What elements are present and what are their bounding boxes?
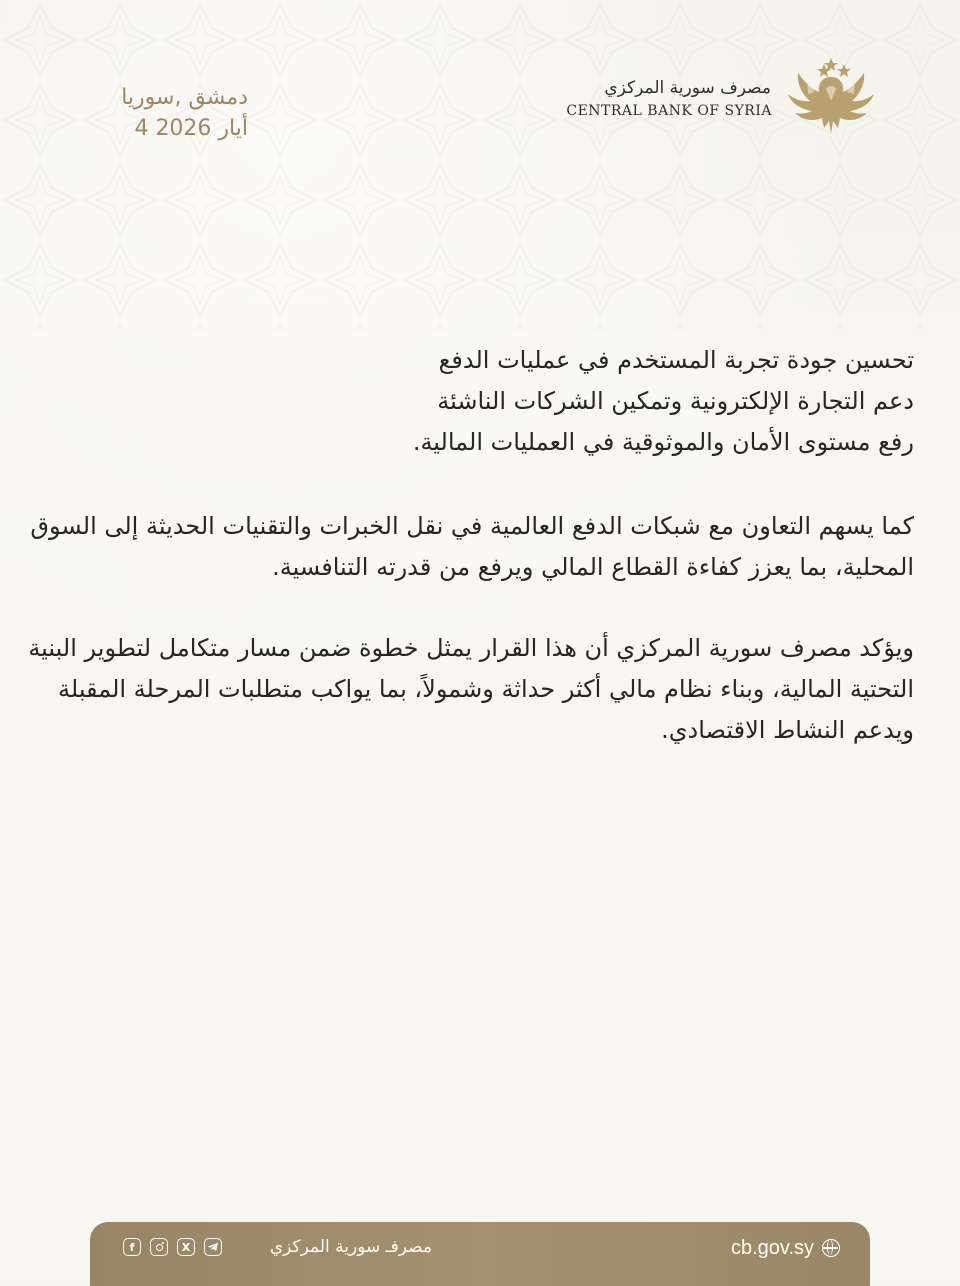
footer-bank-name: مصرفـ سورية المركزي xyxy=(269,1237,432,1257)
statement-bullets xyxy=(94,340,914,463)
central-bank-logo xyxy=(566,56,884,136)
bullet-line-1: تحسين جودة تجربة المستخدم في عمليات الدفع xyxy=(438,346,914,374)
telegram-icon[interactable] xyxy=(204,1238,222,1256)
social-links xyxy=(123,1238,222,1256)
dateline-date: 4 أيار 2026 xyxy=(134,116,248,141)
paragraph-2-line-1: ويؤكد مصرف سورية المركزي أن هذا القرار يمثل خطوة ضمن مسار متكامل لتطوير البنية xyxy=(28,634,914,662)
x-icon[interactable]: X xyxy=(177,1238,195,1256)
statement-paragraph-1 xyxy=(30,506,914,588)
bullet-line-3: رفع مستوى الأمان والموثوقية في العمليات المالية. xyxy=(412,428,914,456)
website-text[interactable]: cb.gov.sy xyxy=(731,1237,814,1259)
bullet-line-2: دعم التجارة الإلكترونية وتمكين الشركات الناشئة xyxy=(437,387,914,415)
paragraph-2-line-2: التحتية المالية، وبناء نظام مالي أكثر حداثة وشمولاً، بما يواكب متطلبات المرحلة المقبلة xyxy=(58,675,914,703)
paragraph-1-line-1: كما يسهم التعاون مع شبكات الدفع العالمية في نقل الخبرات والتقنيات الحديثة إلى السوق xyxy=(30,512,914,540)
paragraph-2-line-3: ويدعم النشاط الاقتصادي. xyxy=(661,716,914,744)
statement-paragraph-2 xyxy=(28,628,914,751)
facebook-icon[interactable]: f xyxy=(123,1238,141,1256)
dateline-city: دمشق ,سوريا xyxy=(121,85,248,110)
instagram-icon[interactable] xyxy=(150,1238,168,1256)
paragraph-1-line-2: المحلية، بما يعزز كفاءة القطاع المالي ويرفع من قدرته التنافسية. xyxy=(272,553,914,581)
golden-eagle-emblem-icon xyxy=(780,56,884,136)
footer-bar xyxy=(90,1222,870,1286)
globe-icon xyxy=(822,1239,840,1257)
website-link[interactable] xyxy=(731,1236,840,1260)
background-geometric-pattern xyxy=(0,0,960,330)
dateline xyxy=(88,82,248,144)
logo-arabic-name: مصرف سورية المركزي xyxy=(604,78,771,98)
logo-english-name: CENTRAL BANK OF SYRIA xyxy=(566,103,772,119)
